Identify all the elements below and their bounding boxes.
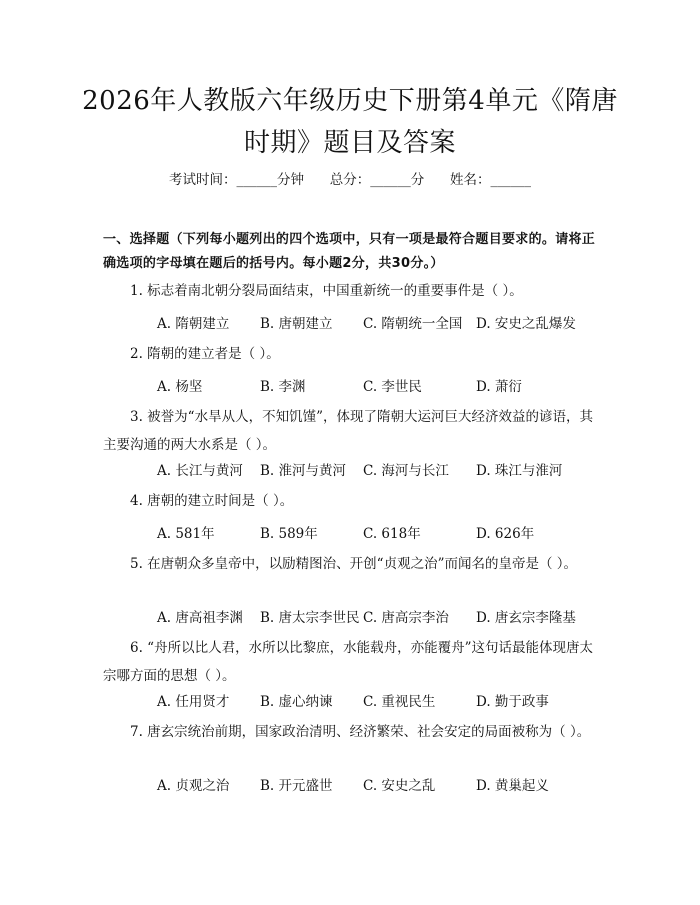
option-d: D. 勤于政事 [476,694,549,710]
question-stem: 3. 被誉为“水旱从人，不知饥馑”，体现了隋朝大运河巨大经济效益的谚语，其主要沟通的两大水系是（ ）。 [103,409,593,453]
option-d: D. 安史之乱爆发 [476,316,576,332]
option-c: C. 安史之乱 [363,778,436,794]
option-a: A. 长江与黄河 [157,463,243,479]
question-stem: 4. 唐朝的建立时间是（ ）。 [130,493,294,509]
document-title: 2026年人教版六年级历史下册第4单元《隋唐时期》题目及答案 [82,86,618,158]
option-c: C. 隋朝统一全国 [363,316,463,332]
option-b: B. 淮河与黄河 [260,463,347,479]
option-d: D. 珠江与淮河 [476,463,563,479]
option-row [157,524,637,544]
option-c: C. 618年 [363,526,421,542]
option-a: A. 隋朝建立 [157,316,230,332]
question-stem: 7. 唐玄宗统治前期，国家政治清明、经济繁荣、社会安定的局面被称为（ ）。 [130,724,591,740]
question-stem: 6. “舟所以比人君，水所以比黎庶，水能载舟，亦能覆舟”这句话最能体现唐太宗哪方面的思想（ ）。 [103,640,593,684]
option-row [157,314,637,334]
question-stem: 1. 标志着南北朝分裂局面结束，中国重新统一的重要事件是（ ）。 [130,283,523,299]
option-a: A. 任用贤才 [157,694,230,710]
option-row [157,461,637,481]
option-row [157,776,637,796]
option-d: D. 唐玄宗李隆基 [476,610,576,626]
option-a: A. 杨坚 [157,379,203,395]
option-a: A. 581年 [157,526,215,542]
question-stem: 5. 在唐朝众多皇帝中，以励精图治、开创“贞观之治”而闻名的皇帝是（ ）。 [130,556,578,572]
option-row [157,377,637,397]
option-a: A. 贞观之治 [157,778,230,794]
option-b: B. 开元盛世 [260,778,333,794]
option-d: D. 萧衍 [476,379,522,395]
option-b: B. 李渊 [260,379,306,395]
option-d: D. 黄巢起义 [476,778,549,794]
option-c: C. 海河与长江 [363,463,449,479]
option-c: C. 唐高宗李治 [363,610,449,626]
option-row [157,608,637,628]
option-c: C. 李世民 [363,379,422,395]
question-stem: 2. 隋朝的建立者是（ ）。 [130,346,280,362]
option-b: B. 589年 [260,526,318,542]
option-c: C. 重视民生 [363,694,436,710]
option-d: D. 626年 [476,526,535,542]
option-row [157,692,637,712]
option-b: B. 唐太宗李世民 [260,610,360,626]
exam-info-line: 考试时间：______分钟 总分：______分 姓名：______ [169,172,531,188]
option-b: B. 虚心纳谏 [260,694,333,710]
option-b: B. 唐朝建立 [260,316,333,332]
section-heading: 一、选择题（下列每小题列出的四个选项中，只有一项是最符合题目要求的。请将正确选项的字母填在题后的括号内。每小题2分，共30分。） [103,232,596,271]
option-a: A. 唐高祖李渊 [157,610,243,626]
